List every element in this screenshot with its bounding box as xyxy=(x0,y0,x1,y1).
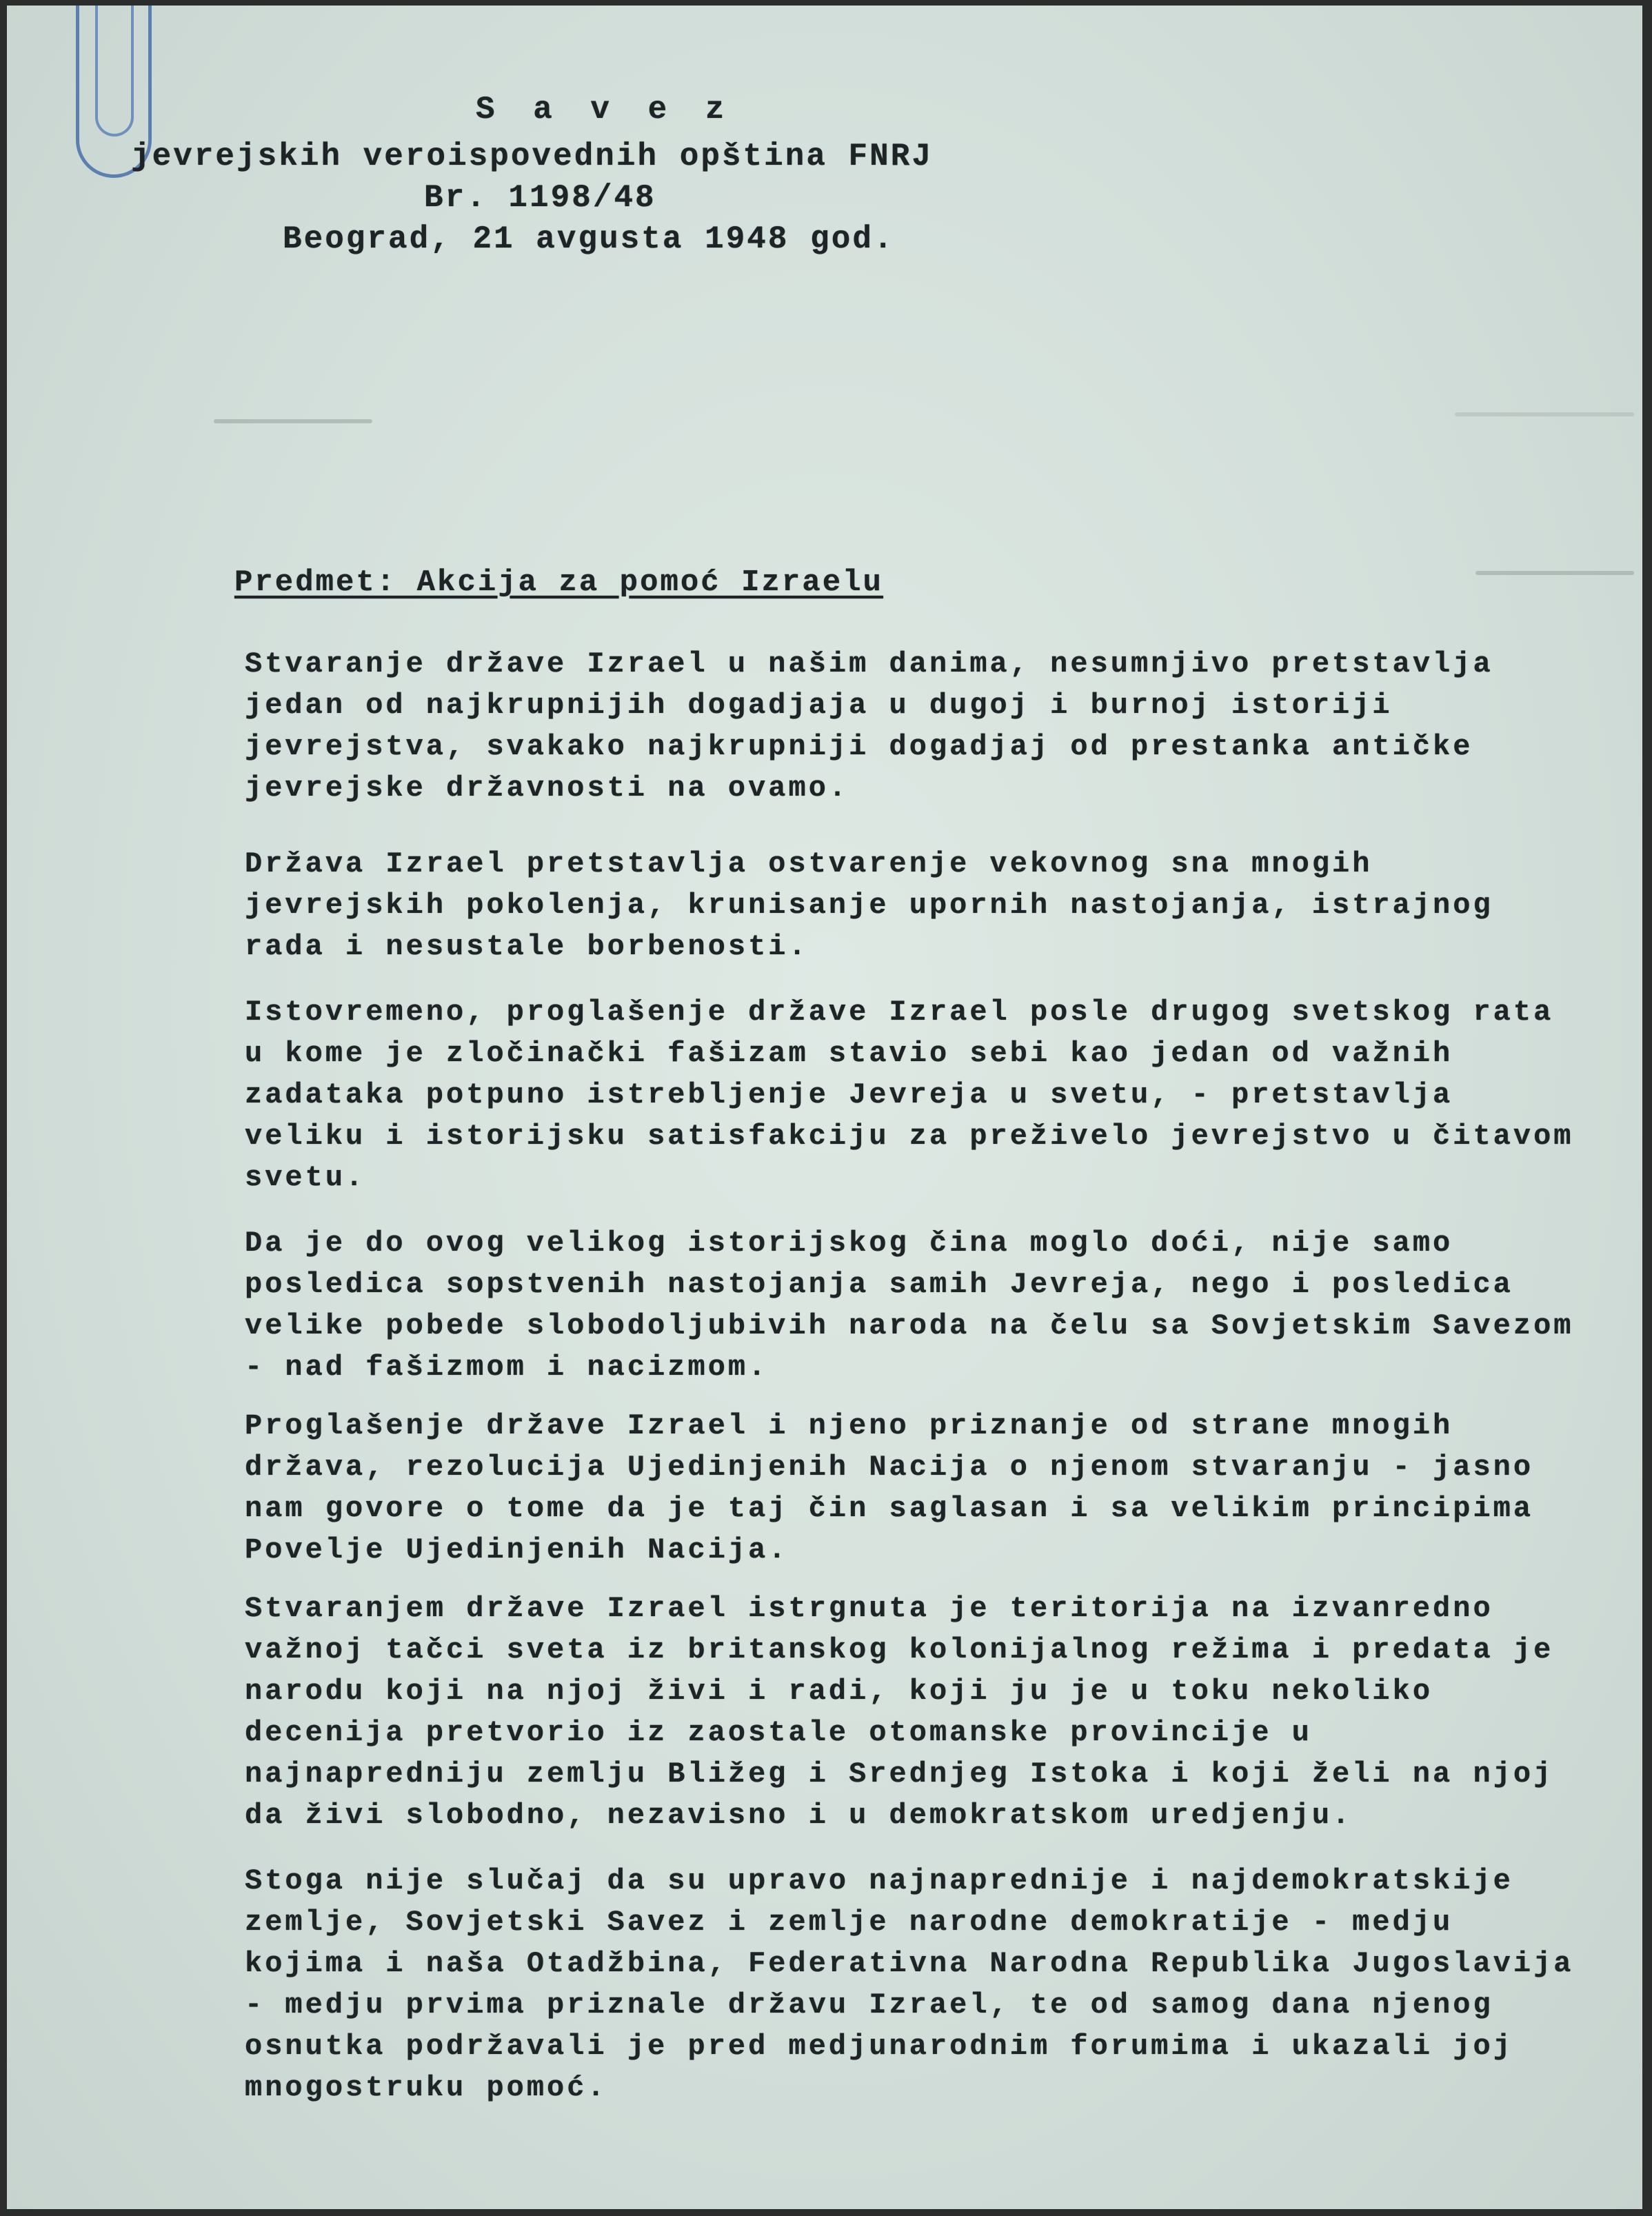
organization-subtitle: jevrejskih veroispovednih opština FNRJ xyxy=(131,139,933,174)
place-date: Beograd, 21 avgusta 1948 god. xyxy=(283,221,895,257)
document-page xyxy=(7,6,1642,2209)
paper-clip-inner-icon xyxy=(95,6,134,137)
smudge-mark xyxy=(1475,571,1634,575)
paragraph-2: Država Izrael pretstavlja ostvarenje vekovnog sna mnogih jevrejskih pokolenja, krunisanje upornih nastojanja, istrajnog rada i nesustale borbenosti. xyxy=(245,847,1493,963)
reference-number: Br. 1198/48 xyxy=(424,180,656,216)
paragraph-7: Stoga nije slučaj da su upravo najnaprednije i najdemokratskije zemlje, Sovjetski Savez i zemlje narodne demokratije - medju kojima i naša Otadžbina, Federativna Narodna Republika Jugoslavija - medju prvima priznale državu Izrael, te od samog dana njenog osnutka podržavali je pred medjunarodnim forumima i ukazali joj mnogostruku pomoć. xyxy=(245,1864,1574,2104)
paragraph-4: Da je do ovog velikog istorijskog čina moglo doći, nije samo posledica sopstvenih nastojanja samih Jevreja, nego i posledica velike pobede slobodoljubivih naroda na čelu sa Sovjetskim Savezom - nad fašizmom i nacizmom. xyxy=(245,1227,1574,1384)
organization-title: S a v e z xyxy=(476,92,734,128)
smudge-mark xyxy=(214,419,372,423)
paragraph-1: Stvaranje države Izrael u našim danima, nesumnjivo pretstavlja jedan od najkrupnijih dogadjaja u dugoj i burnoj istoriji jevrejstva, svakako najkrupniji dogadjaj od prestanka antičke jevrejske državnosti na ovamo. xyxy=(245,647,1493,805)
paragraph-6: Stvaranjem države Izrael istrgnuta je teritorija na izvanredno važnoj tačci sveta iz britanskog kolonijalnog režima i predata je narodu koji na njoj živi i radi, koji ju je u toku nekoliko decenija pretvorio iz zaostale otomanske provincije u najnapredniju zemlju Bližeg i Srednjeg Istoka i koji želi na njoj da živi slobodno, nezavisno i u demokratskom uredjenju. xyxy=(245,1592,1554,1832)
smudge-mark xyxy=(1455,412,1634,416)
paragraph-5: Proglašenje države Izrael i njeno priznanje od strane mnogih država, rezolucija Ujedinjenih Nacija o njenom stvaranju - jasno nam govore o tome da je taj čin saglasan i sa velikim principima Povelje Ujedinjenih Nacija. xyxy=(245,1409,1534,1567)
subject-line: Predmet: Akcija za pomoć Izraelu xyxy=(234,565,883,600)
paragraph-3: Istovremeno, proglašenje države Izrael posle drugog svetskog rata u kome je zločinački fašizam stavio sebi kao jedan od važnih zadataka potpuno istrebljenje Jevreja u svetu, - pretstavlja veliku i istorijsku satisfakciju za preživelo jevrejstvo u čitavom svetu. xyxy=(245,996,1574,1194)
